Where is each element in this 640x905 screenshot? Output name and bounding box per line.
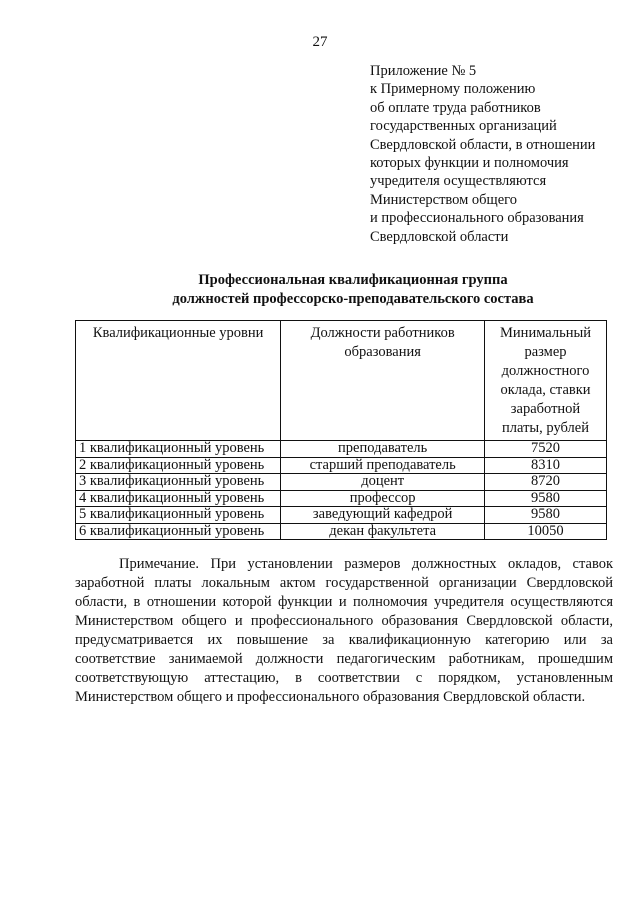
cell-position: заведующий кафедрой [281, 507, 485, 524]
table-row [76, 507, 607, 524]
heading-line-2: должностей профессорско-преподавательского состава [172, 291, 534, 307]
cell-position: профессор [281, 490, 485, 507]
cell-level: 2 квалификационный уровень [76, 457, 281, 474]
appendix-line: которых функции и полномочия [370, 155, 569, 172]
table-row [76, 490, 607, 507]
document-heading [0, 271, 640, 309]
appendix-line: Свердловской области [370, 228, 509, 245]
appendix-reference [370, 62, 632, 246]
table-row [76, 457, 607, 474]
cell-level: 1 квалификационный уровень [76, 441, 281, 458]
cell-level: 3 квалификационный уровень [76, 474, 281, 491]
cell-salary: 9580 [485, 507, 607, 524]
page-number: 27 [312, 34, 328, 50]
header-minimum-salary: Минимальный размер должностного оклада, ставки заработной платы, рублей [485, 321, 607, 441]
heading-line-1: Профессиональная квалификационная группа [198, 272, 508, 288]
header-positions: Должности работников образования [281, 321, 485, 441]
appendix-line: учредителя осуществляются [370, 173, 547, 190]
cell-position: старший преподаватель [281, 457, 485, 474]
note-paragraph: Примечание. При установлении размеров должностных окладов, ставок заработной платы локальным актом государственной организации Свердловской области, в отношении которой функции и полномочия учредителя осуществляются Министерством общего и профессионального образования Свердловской области, предусматривается их повышение за квалификационную категорию или за соответствие занимаемой должности педагогическим работникам, прошедшим соответствующую аттестацию, в соответствии с порядком, установленным Министерством общего и профессионального образования Свердловской области. [75, 556, 613, 705]
cell-salary: 7520 [485, 441, 607, 458]
appendix-line: государственных организаций [370, 118, 557, 135]
cell-position: доцент [281, 474, 485, 491]
appendix-line: Свердловской области, в отношении [370, 136, 596, 153]
appendix-line: к Примерному положению [370, 81, 536, 98]
cell-position: декан факультета [281, 523, 485, 540]
cell-salary: 8310 [485, 457, 607, 474]
appendix-line: Министерством общего [370, 191, 517, 208]
cell-level: 6 квалификационный уровень [76, 523, 281, 540]
table-row [76, 441, 607, 458]
cell-level: 5 квалификационный уровень [76, 507, 281, 524]
cell-salary: 9580 [485, 490, 607, 507]
table-row [76, 474, 607, 491]
cell-position: преподаватель [281, 441, 485, 458]
cell-salary: 10050 [485, 523, 607, 540]
cell-level: 4 квалификационный уровень [76, 490, 281, 507]
appendix-line: об оплате труда работников [370, 99, 541, 116]
salary-table [75, 320, 607, 540]
cell-salary: 8720 [485, 474, 607, 491]
appendix-line: Приложение № 5 [370, 63, 477, 79]
header-qualification-levels: Квалификационные уровни [76, 321, 281, 441]
appendix-line: и профессионального образования [370, 210, 584, 227]
table-row [76, 523, 607, 540]
table-header-row [76, 321, 607, 441]
